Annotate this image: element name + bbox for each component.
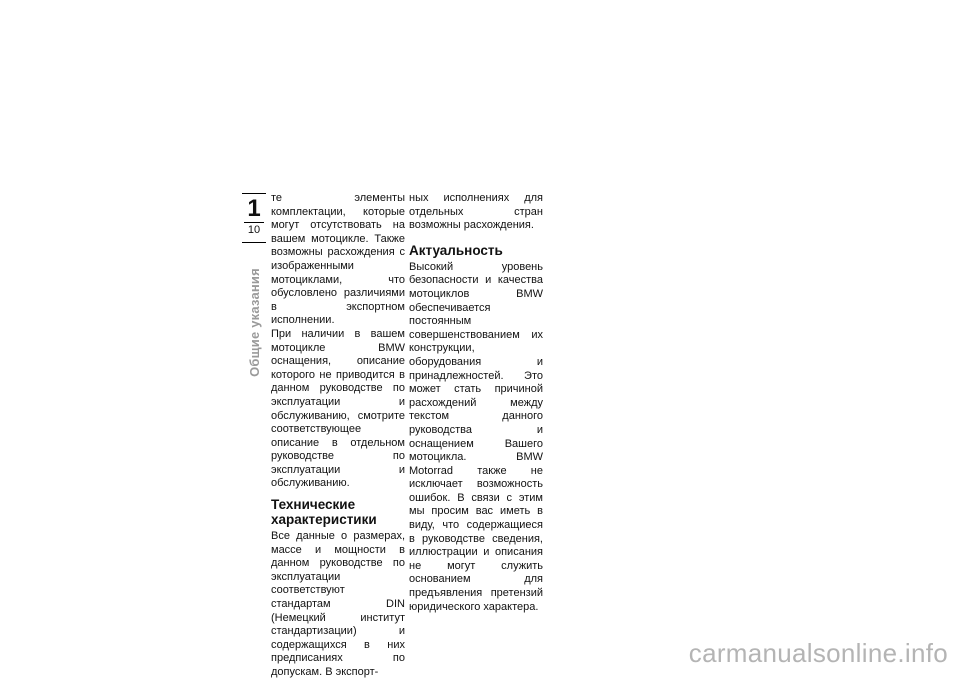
paragraph: Высокий уровень безопасности и качества мотоциклов BMW обеспечивается постоянным совершенствованием их конструкции, оборудования и принадлежностей. Это может стать причиной расхождений между текстом данного руководства и оснащением Вашего мотоцикла. BMW Motorrad также не исключает возможность ошибок. В связи с этим мы просим вас иметь в виду, что содержащиеся в руководстве сведения, иллюстрации и описания не могут служить основанием для предъявления претензий юридического характера.	[409, 260, 543, 613]
chapter-title-vertical	[242, 262, 266, 382]
text-column-right	[409, 192, 543, 614]
chapter-title-text: Общие указания	[246, 267, 262, 377]
paragraph: ных исполнениях для отдельных стран возможны расхождения.	[409, 192, 543, 232]
paragraph: те элементы комплектации, которые могут отсутствовать на вашем мотоцикле. Также возможны расхождения с изображенными мотоциклами, что обусловлено различиями в экспортном исполнении.	[271, 192, 405, 327]
section-heading-actuality: Актуальность	[409, 242, 503, 258]
paragraph: При наличии в вашем мотоцикле BMW оснащения, описание которого не приводится в данном руководстве по эксплуатации и обслуживанию, смотрите соответствующее описание в отдельном руководстве по эксплуатации и обслуживанию.	[271, 327, 405, 490]
paragraph: Все данные о размерах, массе и мощности в данном руководстве по эксплуатации соответствуют стандартам DIN (Немецкий институт стандартизации) и содержащихся в них предписаниях по допускам. В экспорт-	[271, 530, 405, 678]
text-column-left	[271, 192, 405, 680]
chapter-tab	[242, 193, 266, 243]
section-heading-specs: Технические характеристики	[271, 497, 377, 528]
watermark: carmanualsonline.info	[688, 638, 948, 668]
chapter-number: 1	[247, 195, 261, 222]
page-number: 10	[244, 222, 264, 237]
